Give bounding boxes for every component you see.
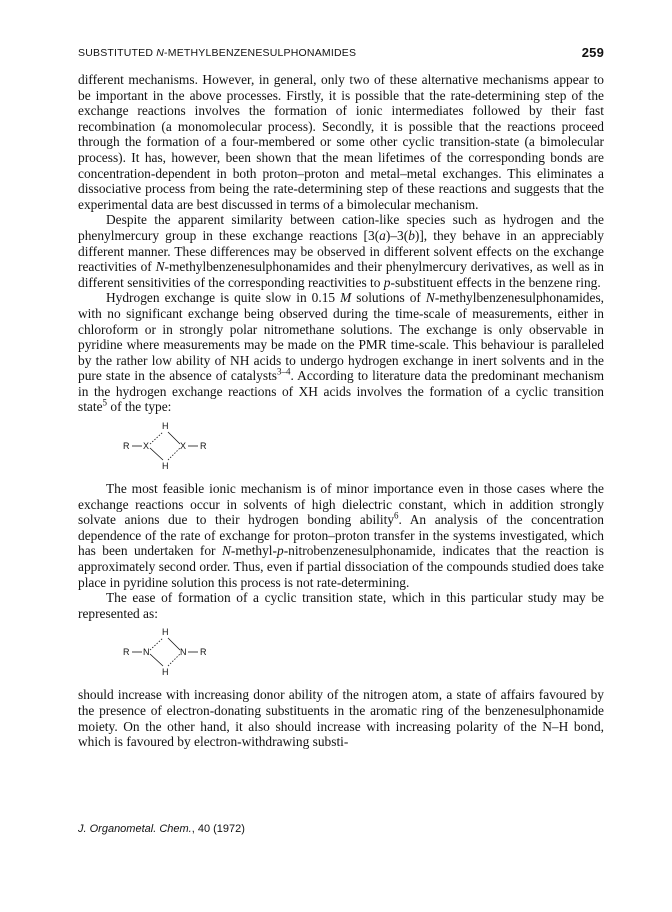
- paragraph: different mechanisms. However, in general, only two of these alternative mechanisms appear to be important in the above processes. Firstly, it is possible that the rate-determining step of the exchange reactions involves the formation of ionic intermediates followed by their fast recombination (a monomolecular process). Secondly, it is possible that the reactions proceed through the formation of a four-membered or some other cyclic transition-state (a bimolecular process). It has, however, been shown that the mean lifetimes of the corresponding bonds are concentration-dependent in both proton–proton and metal–metal exchanges. This eliminates a dissociative process from being the rate-determining step of these reactions and suggests that the experimental data are best discussed in terms of a bimolecular mechanism.: [78, 72, 604, 212]
- fig2-top-h: H: [162, 627, 169, 638]
- fig1-right-atom: X: [180, 441, 187, 452]
- fig2-bond: [150, 654, 163, 666]
- journal-footer: [78, 823, 245, 835]
- figure-cyclic-transition-nh: [78, 623, 604, 683]
- text: -substituent effects in the benzene ring.: [390, 274, 601, 290]
- fig1-bond: [150, 448, 163, 460]
- page-number: 259: [581, 45, 604, 60]
- text: )], they behave in an appreciably different manner. These differences may be observed in different solvent effects on the exchange reactivities of: [78, 227, 605, 275]
- reference-superscript: 5: [102, 398, 108, 408]
- fig2-right-atom: N: [180, 647, 187, 658]
- text-italic: N: [155, 259, 165, 275]
- text: Despite the apparent similarity between cation-like species such as hydrogen and the phenylmercury group in these exchange reactions [3(: [78, 212, 604, 243]
- text: of the type:: [107, 399, 172, 415]
- text: -nitrobenzenesulphonamide, indicates that the reaction is approximately second order. Thus, even if partial dissociation of the compounds studied does take place in pyridine solution this process is not rate-determining.: [78, 543, 604, 590]
- text-italic: p: [383, 274, 391, 290]
- text-italic: M: [340, 290, 352, 306]
- paragraph: [78, 290, 604, 415]
- title-part: -METHYLBENZENESULPHONAMIDES: [164, 47, 357, 59]
- fig1-top-h: H: [162, 421, 169, 432]
- paragraph: should increase with increasing donor ability of the nitrogen atom, a state of affairs favoured by the presence of electron-donating substituents in the aromatic ring of the benzenesulphonamide moiety. On the other hand, it also should increase with increasing polarity of the N–H bond, which is favoured by electron-withdrawing substi-: [78, 687, 604, 750]
- fig1-right-r: R: [200, 441, 207, 452]
- text: . According to literature data the predominant mechanism in the hydrogen exchange reactions of XH acids involves the formation of a cyclic transition state: [78, 368, 604, 415]
- text: solutions of: [351, 290, 426, 306]
- reference-superscript: 3–4: [277, 366, 291, 377]
- running-header: [78, 45, 604, 63]
- figure-cyclic-transition-xh: [78, 417, 604, 477]
- figure-2-diagram: [108, 623, 248, 681]
- fig1-hbond: [168, 448, 180, 460]
- text: Hydrogen exchange is quite slow in 0.15: [106, 290, 341, 306]
- fig2-bottom-h: H: [162, 667, 169, 678]
- text: )–3(: [385, 227, 409, 243]
- fig2-left-atom: N: [143, 647, 150, 658]
- journal-name: J. Organometal. Chem.: [78, 823, 192, 835]
- fig1-bond: [168, 432, 180, 444]
- text: -methylbenzenesulphonamides and their phenylmercury derivatives, as well as in different sensitivities of the corresponding reactivities to: [78, 259, 605, 290]
- fig2-bond: [168, 638, 180, 650]
- fig2-hbond: [150, 638, 163, 650]
- paragraph: The ease of formation of a cyclic transition state, which in this particular study may be represented as:: [78, 590, 604, 621]
- text-italic: N: [425, 290, 435, 306]
- figure-1-diagram: [108, 417, 248, 475]
- text: . An analysis of the concentration dependence of the rate of exchange for proton–proton transfer in the systems investigated, which has been undertaken for: [78, 512, 604, 559]
- fig2-left-r: R: [123, 647, 130, 658]
- text-italic: N: [221, 543, 231, 559]
- reference-superscript: 6: [394, 510, 399, 521]
- fig2-hbond: [168, 654, 180, 666]
- fig1-left-r: R: [123, 441, 130, 452]
- fig1-left-atom: X: [143, 441, 150, 452]
- text-italic: a: [379, 227, 386, 243]
- text: -methyl-: [230, 543, 277, 559]
- journal-volume: , 40 (1972): [191, 823, 245, 835]
- fig1-bottom-h: H: [162, 461, 169, 472]
- fig2-right-r: R: [200, 647, 207, 658]
- running-title: [78, 47, 356, 59]
- text: The most feasible ionic mechanism is of minor importance even in those cases where the exchange reactions occur in solvents of high dielectric constant, which in addition strongly solvate anions due to their hydrogen bonding ability: [78, 481, 604, 528]
- text: -methylbenzenesulphonamides, with no significant exchange being observed during the time-scale of measurements, either in chloroform or in strongly polar nitromethane solutions. The exchange is only observable in pyridine where measurements may be made on the PMR time-scale. This behaviour is paralleled by the rather low ability of NH acids to undergo hydrogen exchange in inert solvents and in the pure state in the absence of catalysts: [78, 290, 605, 384]
- paragraph: [78, 212, 604, 290]
- title-italic: N: [156, 47, 165, 59]
- text-italic: b: [408, 227, 415, 243]
- paragraph: [78, 481, 604, 590]
- text-italic: p: [276, 543, 284, 559]
- article-body: [78, 72, 604, 750]
- title-part: SUBSTITUTED: [78, 47, 157, 59]
- fig1-hbond: [150, 432, 163, 444]
